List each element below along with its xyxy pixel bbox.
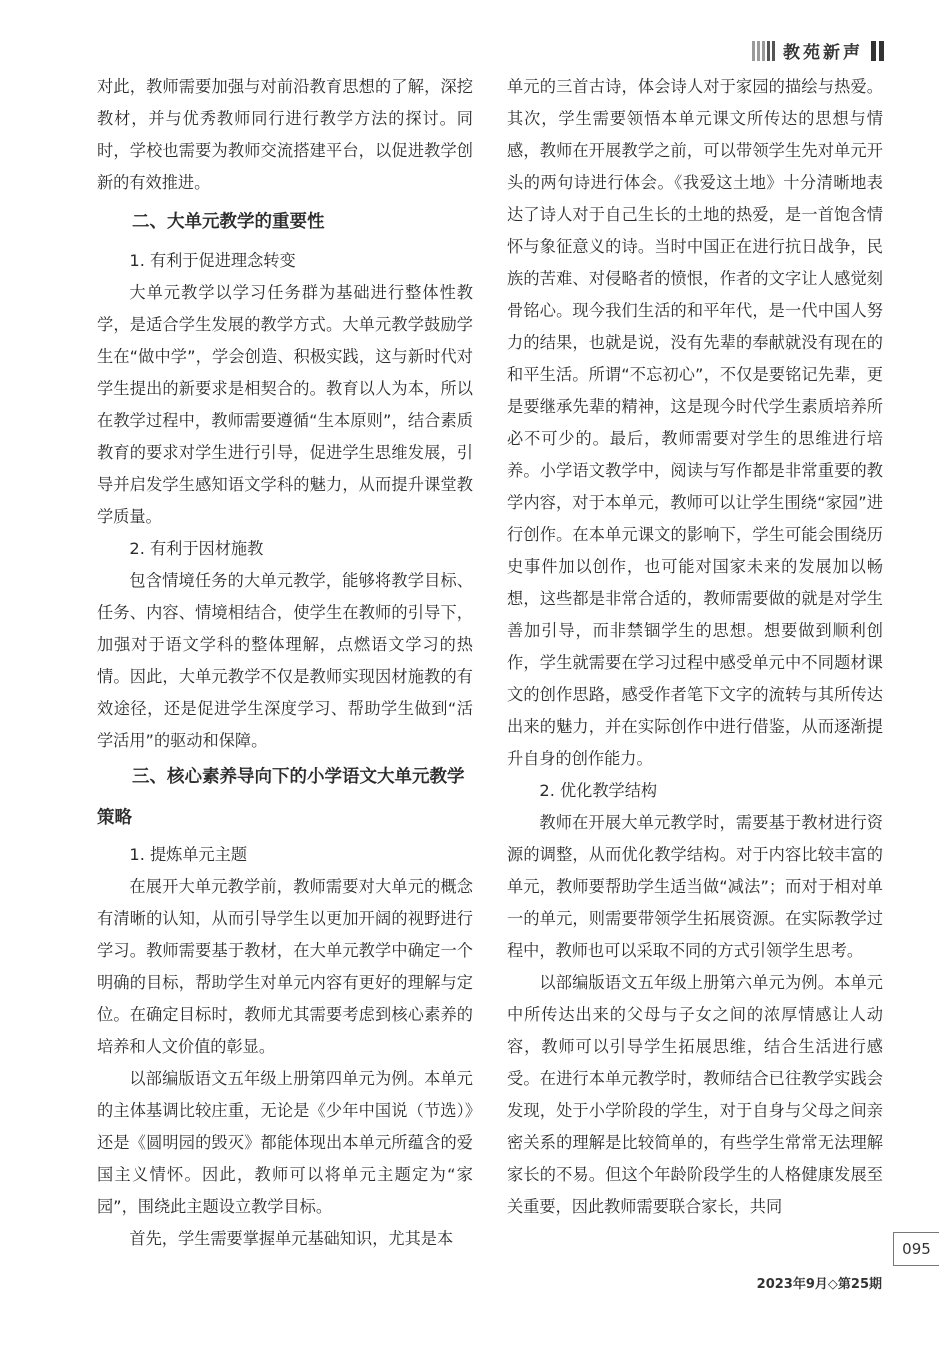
paragraph: 在展开大单元教学前，教师需要对大单元的概念有清晰的认知，从而引导学生以更加开阔的视野进行学习。教师需要基于教材，在大单元教学中确定一个明确的目标，帮助学生对单元内容有更好的理解与定位。在确定目标时，教师尤其需要考虑到核心素养的培养和人文价值的彰显。 <box>97 877 473 1056</box>
section-heading-3: 三、核心素养导向下的小学语文大单元教学策略 <box>97 767 465 828</box>
left-column <box>97 71 473 1255</box>
subheading: 1. 有利于促进理念转变 <box>129 251 296 270</box>
header-end-bars-decoration <box>871 41 884 61</box>
header-bars-decoration <box>752 41 775 61</box>
paragraph: 对此，教师需要加强与对前沿教育思想的了解，深挖教材，并与优秀教师同行进行教学方法的探讨。同时，学校也需要为教师交流搭建平台，以促进教学创新的有效推进。 <box>97 77 473 192</box>
section-heading-2: 二、大单元教学的重要性 <box>132 212 325 232</box>
paragraph: 以部编版语文五年级上册第六单元为例。本单元中所传达出来的父母与子女之间的浓厚情感让人动容，教师可以引导学生拓展思维，结合生活进行感受。在进行本单元教学时，教师结合已往教学实践会发现，处于小学阶段的学生，对于自身与父母之间亲密关系的理解是比较简单的，有些学生常常无法理解家长的不易。但这个年龄阶段学生的人格健康发展至关重要，因此教师需要联合家长，共同 <box>507 973 883 1216</box>
paragraph: 首先，学生需要掌握单元基础知识，尤其是本 <box>129 1229 454 1248</box>
subheading: 1. 提炼单元主题 <box>129 845 248 864</box>
paragraph: 大单元教学以学习任务群为基础进行整体性教学，是适合学生发展的教学方式。大单元教学鼓励学生在“做中学”，学会创造、积极实践，这与新时代对学生提出的新要求是相契合的。教育以人为本，所以在教学过程中，教师需要遵循“生本原则”，结合素质教育的要求对学生进行引导，促进学生思维发展，引导并启发学生感知语文学科的魅力，从而提升课堂教学质量。 <box>97 283 473 526</box>
paragraph: 单元的三首古诗，体会诗人对于家园的描绘与热爱。其次，学生需要领悟本单元课文所传达的思想与情感，教师在开展教学之前，可以带领学生先对单元开头的两句诗进行体会。《我爱这土地》十分清晰地表达了诗人对于自己生长的土地的热爱，是一首饱含情怀与象征意义的诗。当时中国正在进行抗日战争，民族的苦难、对侵略者的愤恨，作者的文字让人感觉刻骨铭心。现今我们生活的和平年代，是一代中国人努力的结果，也就是说，没有先辈的奉献就没有现在的和平生活。所谓“不忘初心”，不仅是要铭记先辈，更是要继承先辈的精神，这是现今时代学生素质培养所必不可少的。最后，教师需要对学生的思维进行培养。小学语文教学中，阅读与写作都是非常重要的教学内容，对于本单元，教师可以让学生围绕“家园”进行创作。在本单元课文的影响下，学生可能会围绕历史事件加以创作，也可能对国家未来的发展加以畅想，这些都是非常合适的，教师需要做的就是对学生善加引导，而非禁锢学生的思想。想要做到顺利创作，学生就需要在学习过程中感受单元中不同题材课文的创作思路，感受作者笔下文字的流转与其所传达出来的魅力，并在实际创作中进行借鉴，从而逐渐提升自身的创作能力。 <box>507 77 883 768</box>
issue-date: 2023年9月◇第25期 <box>756 1277 882 1292</box>
paragraph: 包含情境任务的大单元教学，能够将教学目标、任务、内容、情境相结合，使学生在教师的引导下，加强对于语文学科的整体理解，点燃语文学习的热情。因此，大单元教学不仅是教师实现因材施教的有效途径，还是促进学生深度学习、帮助学生做到“活学活用”的驱动和保障。 <box>97 571 473 750</box>
section-header <box>752 38 884 63</box>
right-column <box>507 71 883 1223</box>
page-number: 095 <box>893 1232 939 1266</box>
paragraph: 教师在开展大单元教学时，需要基于教材进行资源的调整，从而优化教学结构。对于内容比较丰富的单元，教师要帮助学生适当做“减法”；而对于相对单一的单元，则需要带领学生拓展资源。在实际教学过程中，教师也可以采取不同的方式引领学生思考。 <box>507 813 883 960</box>
subheading: 2. 有利于因材施教 <box>129 539 264 558</box>
subheading: 2. 优化教学结构 <box>539 781 658 800</box>
section-tag: 教苑新声 <box>783 43 863 63</box>
paragraph: 以部编版语文五年级上册第四单元为例。本单元的主体基调比较庄重，无论是《少年中国说（节选）》还是《圆明园的毁灭》都能体现出本单元所蕴含的爱国主义情怀。因此，教师可以将单元主题定为“家园”，围绕此主题设立教学目标。 <box>97 1069 473 1216</box>
